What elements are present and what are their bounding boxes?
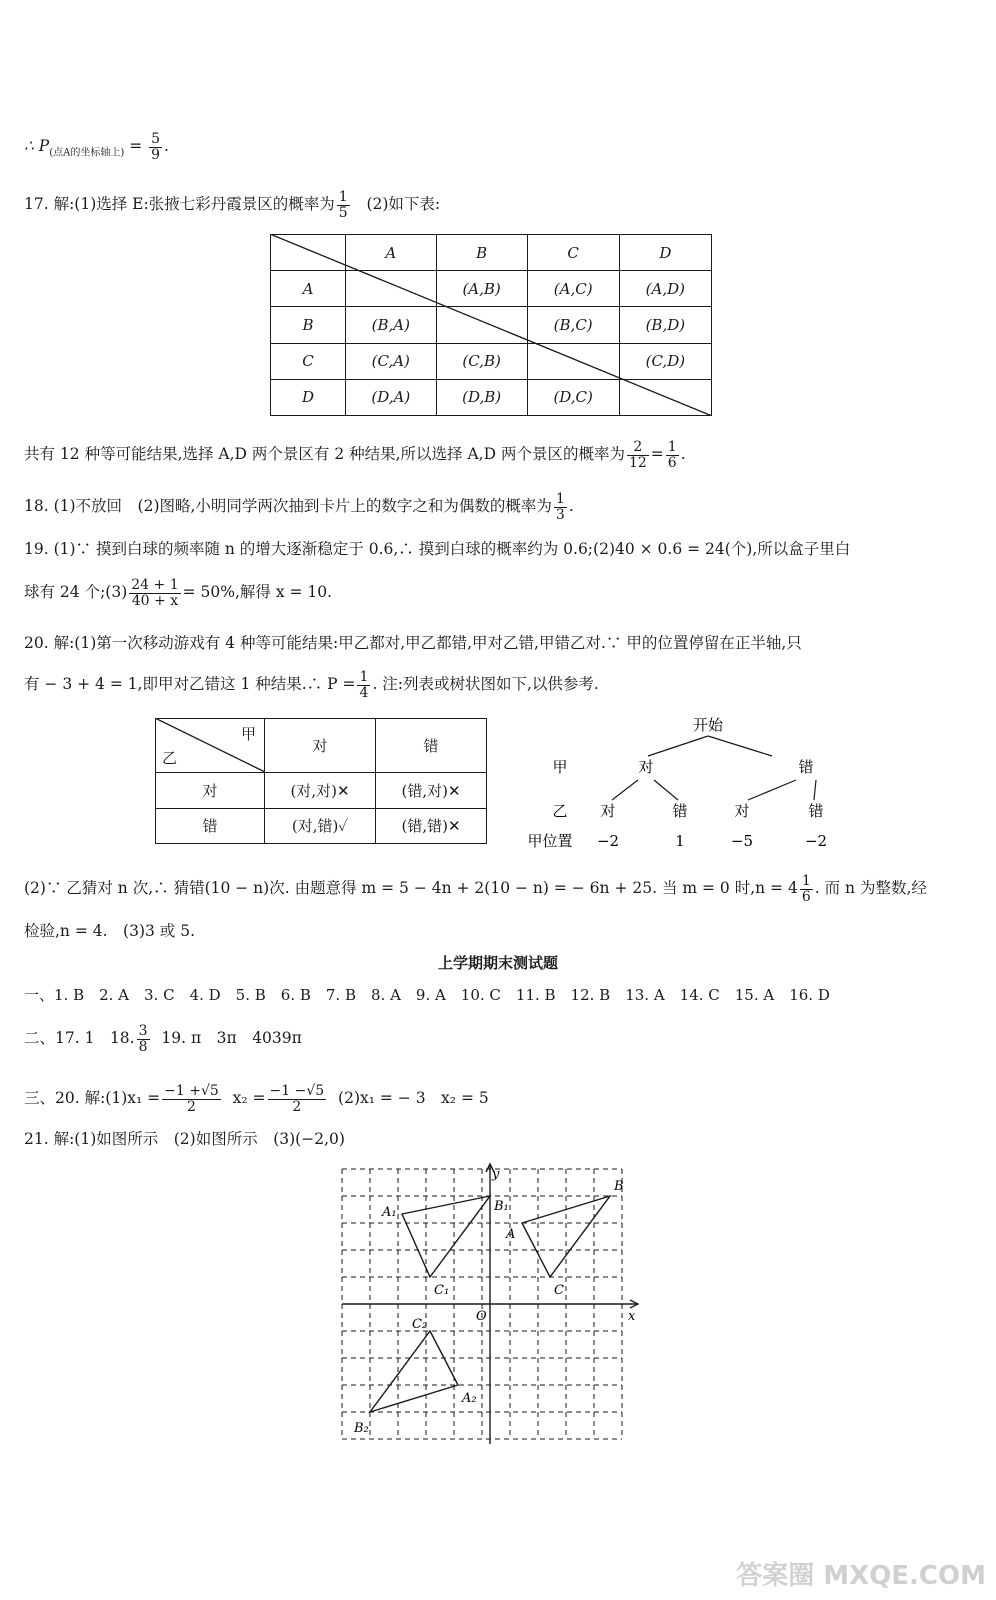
tree-node: 对 [638, 758, 654, 776]
q18-line: 18. (1)不放回 (2)图略,小明同学两次抽到卡片上的数字之和为偶数的概率为 $\frac{1}{3}$ . [24, 491, 574, 523]
fraction: $\frac{1}{6}$ [801, 873, 811, 905]
p16-conclusion: ∴ $P_{(点A的坐标轴上)}$ = $\frac{5}{9}$ . [24, 131, 169, 163]
point-label: A₂ [462, 1391, 477, 1406]
tree-position: −2 [804, 832, 828, 850]
fraction: $\frac{1}{3}$ [555, 491, 565, 523]
col-header: D [619, 235, 711, 271]
table-corner: 甲 乙 [156, 719, 265, 773]
tree-root: 开始 [692, 716, 724, 734]
table-row: D (D,A) (D,B) (D,C) [271, 379, 712, 415]
watermark: 答案圈 MXQE.COM [736, 1561, 986, 1591]
axis-y-label: y [492, 1167, 500, 1182]
tree-position: −5 [730, 832, 754, 850]
fraction: $\frac{5}{9}$ [151, 131, 161, 163]
tree-row-label: 甲 [552, 758, 568, 776]
fraction: $\frac{3}{8}$ [138, 1023, 148, 1055]
point-label: B₁ [494, 1199, 509, 1214]
point-label: C₁ [434, 1283, 450, 1298]
point-label: A₁ [382, 1205, 397, 1220]
table-row: A (A,B) (A,C) (A,D) [271, 271, 712, 307]
tree-node: 错 [798, 758, 814, 776]
point-label: B [614, 1179, 624, 1194]
prob-symbol: ∴ P [24, 137, 50, 156]
tree-node: 对 [600, 802, 616, 820]
table-corner [271, 235, 346, 271]
triangle-a2b2c2 [370, 1331, 458, 1412]
point-label: B₂ [354, 1421, 369, 1436]
section-title: 上学期期末测试题 [437, 954, 558, 972]
final-part3: 三、20. 解:(1)x₁ = $\frac{-1 +√5}{2}$ x₂ = $\frac{-1 -√5}{2}$ (2)x₁ = − 3 x₂ = 5 [24, 1083, 489, 1115]
q17-line1: 17. 解:(1)选择 E:张掖七彩丹霞景区的概率为 $\frac{1}{5}$ (2)如下表: [24, 189, 441, 221]
q19-line2: 球有 24 个;(3) $\frac{24 + 1}{40 + x}$ = 50%,解得 x = 10. [24, 577, 333, 609]
col-header: A [346, 235, 437, 271]
equals: = [129, 137, 143, 156]
fraction: $\frac{1}{6}$ [667, 439, 677, 471]
final-q21: 21. 解:(1)如图所示 (2)如图所示 (3)(−2,0) [24, 1130, 345, 1148]
axis-x-label: x [628, 1309, 636, 1324]
tree-row-label: 乙 [552, 802, 568, 820]
tree-position: −2 [596, 832, 620, 850]
final-part1: 一、1. B 2. A 3. C 4. D 5. B 6. B 7. B 8. A 9. A 10. C 11. B 12. B 13. A 14. C 15. A 16. D [24, 986, 830, 1004]
tree-node: 错 [672, 802, 688, 820]
q20-line4: 检验,n = 4. (3)3 或 5. [24, 922, 195, 940]
final-part2: 二、17. 1 18. $\frac{3}{8}$ 19. π 3π 4039π [24, 1023, 302, 1055]
fraction: $\frac{24 + 1}{40 + x}$ [131, 577, 179, 609]
triangle-a1b1c1 [402, 1196, 490, 1277]
fraction: $\frac{2}{12}$ [628, 439, 647, 471]
col-header: 错 [376, 719, 487, 773]
tree-position: 1 [675, 832, 685, 850]
fraction: $\frac{1}{5}$ [338, 189, 348, 221]
origin-label: O [476, 1309, 487, 1324]
table-row: B (B,A) (B,C) (B,D) [271, 307, 712, 343]
q17-table [270, 234, 712, 416]
q20-line3: (2)∵ 乙猜对 n 次,∴ 猜错(10 − n)次. 由题意得 m = 5 − 4n + 2(10 − n) = − 6n + 25. 当 m = 0 时,n = 4 $\frac{1}{6}$ . 而 n 为整数,经 [24, 873, 927, 905]
coordinate-grid-figure [330, 1160, 650, 1450]
fraction: $\frac{-1 +√5}{2}$ [164, 1083, 219, 1115]
table-row: 对 (对,对)✕ (错,对)✕ [156, 773, 487, 809]
q19-line1: 19. (1)∵ 摸到白球的频率随 n 的增大逐渐稳定于 0.6,∴ 摸到白球的概率约为 0.6;(2)40 × 0.6 = 24(个),所以盒子里白 [24, 540, 851, 558]
fraction: $\frac{1}{4}$ [359, 669, 369, 701]
q20-line1: 20. 解:(1)第一次移动游戏有 4 种等可能结果:甲乙都对,甲乙都错,甲对乙错,甲错乙对.∵ 甲的位置停留在正半轴,只 [24, 634, 802, 652]
tree-row-label: 甲位置 [527, 832, 573, 850]
prob-subscript: (点A的坐标轴上) [49, 147, 125, 159]
col-header: 对 [265, 719, 376, 773]
q17-line2: 共有 12 种等可能结果,选择 A,D 两个景区有 2 种结果,所以选择 A,D 两个景区的概率为 $\frac{2}{12}$ = $\frac{1}{6}$ . [24, 439, 686, 471]
tree-node: 对 [734, 802, 750, 820]
q20-line2: 有 − 3 + 4 = 1,即甲对乙错这 1 种结果.∴ P = $\frac{1}{4}$ . 注:列表或树状图如下,以供参考. [24, 669, 599, 701]
tree-node: 错 [808, 802, 824, 820]
fraction: $\frac{-1 -√5}{2}$ [269, 1083, 325, 1115]
point-label: C₂ [412, 1317, 428, 1332]
table-row: 错 (对,错)✓ (错,错)✕ [156, 808, 487, 844]
point-label: A [506, 1227, 516, 1242]
point-label: C [554, 1283, 564, 1298]
q20-tree-diagram [520, 708, 850, 858]
q20-table [155, 718, 487, 844]
col-header: C [527, 235, 619, 271]
col-header: B [436, 235, 527, 271]
table-row: C (C,A) (C,B) (C,D) [271, 343, 712, 379]
